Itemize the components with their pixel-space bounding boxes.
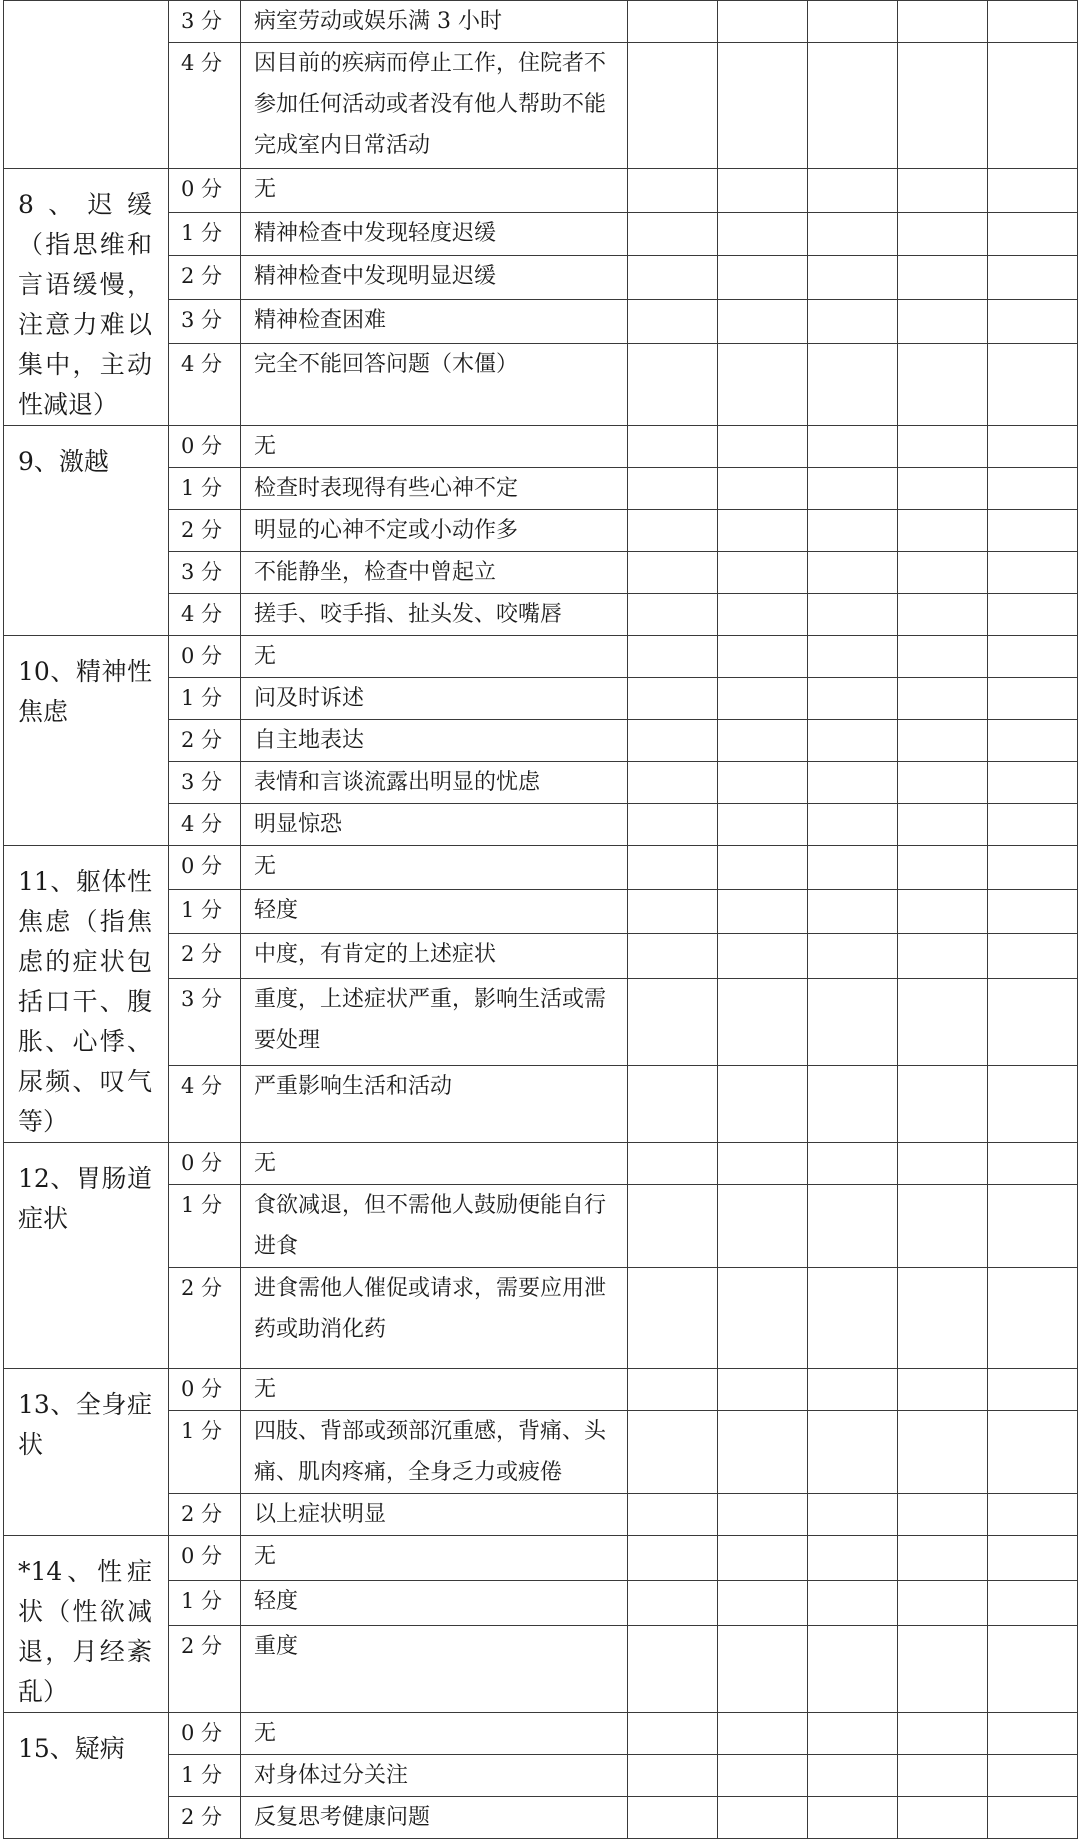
rating-cell[interactable] <box>628 43 718 169</box>
rating-cell[interactable] <box>898 300 988 344</box>
rating-cell[interactable] <box>808 636 898 678</box>
rating-cell[interactable] <box>808 1185 898 1268</box>
rating-cell[interactable] <box>628 1185 718 1268</box>
rating-cell[interactable] <box>988 890 1078 934</box>
description-cell: 重度 <box>241 1625 628 1712</box>
description-cell: 进食需他人催促或请求，需要应用泄药或助消化药 <box>241 1268 628 1369</box>
item-title-cell: 10、精神性焦虑 <box>4 636 169 846</box>
table-row <box>4 1713 1078 1755</box>
description-cell: 因目前的疾病而停止工作，住院者不参加任何活动或者没有他人帮助不能完成室内日常活动 <box>241 43 628 169</box>
score-cell: 4 分 <box>169 594 241 636</box>
score-cell: 4 分 <box>169 1066 241 1143</box>
description-cell: 无 <box>241 636 628 678</box>
rating-cell[interactable] <box>808 978 898 1065</box>
rating-cell[interactable] <box>988 636 1078 678</box>
rating-cell[interactable] <box>628 594 718 636</box>
score-cell: 1 分 <box>169 1580 241 1625</box>
rating-cell[interactable] <box>718 343 808 425</box>
item-title-cell: 8、迟缓（指思维和言语缓慢，注意力难以集中，主动性减退） <box>4 169 169 426</box>
rating-cell[interactable] <box>628 212 718 256</box>
rating-cell[interactable] <box>988 256 1078 300</box>
rating-cell[interactable] <box>988 678 1078 720</box>
rating-cell[interactable] <box>718 1268 808 1369</box>
rating-cell[interactable] <box>898 678 988 720</box>
description-cell: 无 <box>241 426 628 468</box>
rating-cell[interactable] <box>898 1185 988 1268</box>
rating-cell[interactable] <box>718 678 808 720</box>
score-cell: 1 分 <box>169 678 241 720</box>
rating-cell[interactable] <box>988 1536 1078 1581</box>
rating-cell[interactable] <box>898 978 988 1065</box>
rating-cell[interactable] <box>988 1797 1078 1839</box>
rating-cell[interactable] <box>628 678 718 720</box>
rating-cell[interactable] <box>718 978 808 1065</box>
description-cell: 问及时诉述 <box>241 678 628 720</box>
rating-cell[interactable] <box>628 636 718 678</box>
rating-cell[interactable] <box>808 1494 898 1536</box>
rating-cell[interactable] <box>628 890 718 934</box>
rating-cell[interactable] <box>628 426 718 468</box>
table-row <box>4 1143 1078 1185</box>
rating-cell[interactable] <box>808 1268 898 1369</box>
rating-cell[interactable] <box>628 846 718 890</box>
rating-cell[interactable] <box>808 1411 898 1494</box>
rating-cell[interactable] <box>808 762 898 804</box>
rating-cell[interactable] <box>718 804 808 846</box>
rating-cell[interactable] <box>628 169 718 213</box>
score-cell: 0 分 <box>169 846 241 890</box>
score-cell: 1 分 <box>169 1411 241 1494</box>
description-cell: 无 <box>241 846 628 890</box>
score-cell: 0 分 <box>169 426 241 468</box>
description-cell: 明显的心神不定或小动作多 <box>241 510 628 552</box>
rating-cell[interactable] <box>898 846 988 890</box>
description-cell: 完全不能回答问题（木僵） <box>241 343 628 425</box>
rating-cell[interactable] <box>988 1066 1078 1143</box>
rating-cell[interactable] <box>808 1580 898 1625</box>
score-cell: 1 分 <box>169 890 241 934</box>
score-cell: 2 分 <box>169 1268 241 1369</box>
description-cell: 反复思考健康问题 <box>241 1797 628 1839</box>
rating-cell[interactable] <box>808 1797 898 1839</box>
rating-cell[interactable] <box>718 890 808 934</box>
rating-cell[interactable] <box>898 762 988 804</box>
table-row <box>4 1369 1078 1411</box>
description-cell: 无 <box>241 1713 628 1755</box>
score-cell: 3 分 <box>169 762 241 804</box>
rating-cell[interactable] <box>628 1369 718 1411</box>
rating-cell[interactable] <box>988 1625 1078 1712</box>
rating-cell[interactable] <box>898 934 988 978</box>
rating-cell[interactable] <box>898 256 988 300</box>
score-cell: 3 分 <box>169 552 241 594</box>
rating-cell[interactable] <box>988 343 1078 425</box>
description-cell: 精神检查困难 <box>241 300 628 344</box>
rating-cell[interactable] <box>808 169 898 213</box>
rating-cell[interactable] <box>628 1143 718 1185</box>
table-row <box>4 169 1078 213</box>
item-title-cell: 15、疑病 <box>4 1713 169 1839</box>
score-cell: 0 分 <box>169 1536 241 1581</box>
score-cell: 2 分 <box>169 1625 241 1712</box>
rating-cell[interactable] <box>628 720 718 762</box>
description-cell: 无 <box>241 1369 628 1411</box>
rating-cell[interactable] <box>718 1494 808 1536</box>
rating-cell[interactable] <box>718 1755 808 1797</box>
rating-cell[interactable] <box>718 552 808 594</box>
rating-cell[interactable] <box>898 426 988 468</box>
rating-cell[interactable] <box>628 1411 718 1494</box>
score-cell: 1 分 <box>169 212 241 256</box>
score-cell: 2 分 <box>169 720 241 762</box>
rating-cell[interactable] <box>988 978 1078 1065</box>
score-cell: 0 分 <box>169 1143 241 1185</box>
rating-cell[interactable] <box>988 1580 1078 1625</box>
rating-cell[interactable] <box>628 1536 718 1581</box>
rating-cell[interactable] <box>718 1411 808 1494</box>
score-cell: 4 分 <box>169 804 241 846</box>
rating-cell[interactable] <box>988 1369 1078 1411</box>
rating-cell[interactable] <box>718 846 808 890</box>
rating-cell[interactable] <box>718 1797 808 1839</box>
rating-cell[interactable] <box>898 1797 988 1839</box>
rating-cell[interactable] <box>988 846 1078 890</box>
rating-cell[interactable] <box>628 343 718 425</box>
rating-cell[interactable] <box>988 552 1078 594</box>
rating-cell[interactable] <box>808 1536 898 1581</box>
description-cell: 明显惊恐 <box>241 804 628 846</box>
rating-cell[interactable] <box>808 300 898 344</box>
score-cell: 4 分 <box>169 343 241 425</box>
rating-cell[interactable] <box>988 1411 1078 1494</box>
description-cell: 无 <box>241 169 628 213</box>
description-cell: 不能静坐，检查中曾起立 <box>241 552 628 594</box>
score-cell: 3 分 <box>169 300 241 344</box>
rating-cell[interactable] <box>628 468 718 510</box>
rating-cell[interactable] <box>628 1494 718 1536</box>
description-cell: 严重影响生活和活动 <box>241 1066 628 1143</box>
rating-cell[interactable] <box>628 978 718 1065</box>
rating-cell[interactable] <box>628 300 718 344</box>
rating-cell[interactable] <box>898 552 988 594</box>
rating-cell[interactable] <box>718 934 808 978</box>
rating-cell[interactable] <box>718 1 808 43</box>
rating-cell[interactable] <box>898 1755 988 1797</box>
description-cell: 食欲减退，但不需他人鼓励便能自行进食 <box>241 1185 628 1268</box>
rating-cell[interactable] <box>808 1369 898 1411</box>
rating-cell[interactable] <box>808 678 898 720</box>
description-cell: 检查时表现得有些心神不定 <box>241 468 628 510</box>
score-cell: 0 分 <box>169 636 241 678</box>
rating-cell[interactable] <box>628 1066 718 1143</box>
rating-cell[interactable] <box>628 1 718 43</box>
rating-cell[interactable] <box>808 1 898 43</box>
rating-cell[interactable] <box>898 1713 988 1755</box>
description-cell: 搓手、咬手指、扯头发、咬嘴唇 <box>241 594 628 636</box>
rating-cell[interactable] <box>718 510 808 552</box>
rating-cell[interactable] <box>988 1713 1078 1755</box>
rating-cell[interactable] <box>988 169 1078 213</box>
rating-cell[interactable] <box>628 1755 718 1797</box>
rating-cell[interactable] <box>628 510 718 552</box>
description-cell: 轻度 <box>241 890 628 934</box>
description-cell: 中度，有肯定的上述症状 <box>241 934 628 978</box>
rating-cell[interactable] <box>988 1143 1078 1185</box>
rating-cell[interactable] <box>718 762 808 804</box>
score-cell: 1 分 <box>169 1755 241 1797</box>
rating-cell[interactable] <box>718 636 808 678</box>
rating-cell[interactable] <box>988 762 1078 804</box>
rating-cell[interactable] <box>898 1536 988 1581</box>
score-cell: 2 分 <box>169 256 241 300</box>
item-title-cell: *14、性症状（性欲减退，月经紊乱） <box>4 1536 169 1713</box>
table-row <box>4 1 1078 43</box>
rating-cell[interactable] <box>898 1143 988 1185</box>
rating-cell[interactable] <box>898 1369 988 1411</box>
rating-cell[interactable] <box>718 594 808 636</box>
score-cell: 4 分 <box>169 43 241 169</box>
rating-cell[interactable] <box>628 1580 718 1625</box>
rating-cell[interactable] <box>898 720 988 762</box>
rating-cell[interactable] <box>718 212 808 256</box>
table-row <box>4 426 1078 468</box>
rating-cell[interactable] <box>988 1185 1078 1268</box>
item-title-cell: 12、胃肠道症状 <box>4 1143 169 1369</box>
rating-cell[interactable] <box>808 1625 898 1712</box>
rating-cell[interactable] <box>718 1185 808 1268</box>
rating-cell[interactable] <box>808 510 898 552</box>
score-cell: 2 分 <box>169 510 241 552</box>
rating-cell[interactable] <box>988 1268 1078 1369</box>
rating-cell[interactable] <box>628 762 718 804</box>
rating-cell[interactable] <box>898 804 988 846</box>
rating-cell[interactable] <box>808 552 898 594</box>
rating-cell[interactable] <box>988 300 1078 344</box>
rating-cell[interactable] <box>988 1494 1078 1536</box>
rating-cell[interactable] <box>628 1797 718 1839</box>
description-cell: 精神检查中发现明显迟缓 <box>241 256 628 300</box>
rating-cell[interactable] <box>898 1268 988 1369</box>
rating-cell[interactable] <box>898 43 988 169</box>
description-cell: 无 <box>241 1536 628 1581</box>
description-cell: 表情和言谈流露出明显的忧虑 <box>241 762 628 804</box>
score-cell: 0 分 <box>169 169 241 213</box>
rating-cell[interactable] <box>988 804 1078 846</box>
rating-cell[interactable] <box>808 846 898 890</box>
rating-cell[interactable] <box>808 1143 898 1185</box>
description-cell: 对身体过分关注 <box>241 1755 628 1797</box>
rating-cell[interactable] <box>898 636 988 678</box>
item-title-cell <box>4 1 169 169</box>
table-body <box>4 1 1078 1839</box>
score-cell: 1 分 <box>169 1185 241 1268</box>
rating-cell[interactable] <box>898 343 988 425</box>
rating-cell[interactable] <box>988 212 1078 256</box>
rating-cell[interactable] <box>808 1066 898 1143</box>
rating-cell[interactable] <box>988 594 1078 636</box>
rating-cell[interactable] <box>898 1411 988 1494</box>
rating-cell[interactable] <box>718 300 808 344</box>
rating-cell[interactable] <box>898 1 988 43</box>
description-cell: 四肢、背部或颈部沉重感，背痛、头痛、肌肉疼痛，全身乏力或疲倦 <box>241 1411 628 1494</box>
rating-cell[interactable] <box>988 1755 1078 1797</box>
rating-cell[interactable] <box>898 468 988 510</box>
item-title-cell: 11、躯体性焦虑（指焦虑的症状包括口干、腹胀、心悸、尿频、叹气等） <box>4 846 169 1143</box>
rating-cell[interactable] <box>808 256 898 300</box>
rating-cell[interactable] <box>808 468 898 510</box>
rating-cell[interactable] <box>628 934 718 978</box>
rating-cell[interactable] <box>808 1713 898 1755</box>
score-cell: 0 分 <box>169 1369 241 1411</box>
description-cell: 重度，上述症状严重，影响生活或需要处理 <box>241 978 628 1065</box>
hamilton-scale-table <box>3 0 1078 1839</box>
rating-cell[interactable] <box>808 1755 898 1797</box>
rating-cell[interactable] <box>808 343 898 425</box>
score-cell: 2 分 <box>169 1797 241 1839</box>
score-cell: 1 分 <box>169 468 241 510</box>
rating-cell[interactable] <box>628 804 718 846</box>
rating-cell[interactable] <box>628 256 718 300</box>
rating-cell[interactable] <box>988 43 1078 169</box>
rating-cell[interactable] <box>808 720 898 762</box>
item-title-cell: 9、激越 <box>4 426 169 636</box>
rating-cell[interactable] <box>718 1143 808 1185</box>
table-row <box>4 1536 1078 1581</box>
rating-cell[interactable] <box>898 1494 988 1536</box>
score-cell: 3 分 <box>169 1 241 43</box>
description-cell: 自主地表达 <box>241 720 628 762</box>
rating-cell[interactable] <box>718 256 808 300</box>
rating-cell[interactable] <box>898 890 988 934</box>
rating-cell[interactable] <box>898 212 988 256</box>
rating-cell[interactable] <box>898 594 988 636</box>
rating-cell[interactable] <box>718 1713 808 1755</box>
description-cell: 无 <box>241 1143 628 1185</box>
rating-cell[interactable] <box>808 594 898 636</box>
rating-cell[interactable] <box>628 1268 718 1369</box>
rating-cell[interactable] <box>718 1536 808 1581</box>
rating-cell[interactable] <box>718 1369 808 1411</box>
description-cell: 轻度 <box>241 1580 628 1625</box>
rating-cell[interactable] <box>718 169 808 213</box>
description-cell: 以上症状明显 <box>241 1494 628 1536</box>
description-cell: 病室劳动或娱乐满 3 小时 <box>241 1 628 43</box>
rating-cell[interactable] <box>808 43 898 169</box>
rating-cell[interactable] <box>718 720 808 762</box>
rating-cell[interactable] <box>988 720 1078 762</box>
score-cell: 2 分 <box>169 1494 241 1536</box>
rating-cell[interactable] <box>808 212 898 256</box>
rating-cell[interactable] <box>988 468 1078 510</box>
rating-cell[interactable] <box>988 426 1078 468</box>
rating-cell[interactable] <box>988 1 1078 43</box>
rating-cell[interactable] <box>898 1625 988 1712</box>
rating-cell[interactable] <box>808 426 898 468</box>
rating-cell[interactable] <box>898 510 988 552</box>
item-title-cell: 13、全身症状 <box>4 1369 169 1536</box>
score-cell: 3 分 <box>169 978 241 1065</box>
rating-cell[interactable] <box>988 510 1078 552</box>
rating-cell[interactable] <box>898 169 988 213</box>
rating-cell[interactable] <box>988 934 1078 978</box>
rating-cell[interactable] <box>718 1625 808 1712</box>
table-row <box>4 846 1078 890</box>
rating-cell[interactable] <box>898 1580 988 1625</box>
score-cell: 2 分 <box>169 934 241 978</box>
score-cell: 0 分 <box>169 1713 241 1755</box>
rating-cell[interactable] <box>628 1625 718 1712</box>
rating-cell[interactable] <box>808 804 898 846</box>
rating-cell[interactable] <box>898 1066 988 1143</box>
rating-cell[interactable] <box>718 43 808 169</box>
description-cell: 精神检查中发现轻度迟缓 <box>241 212 628 256</box>
rating-cell[interactable] <box>718 468 808 510</box>
rating-cell[interactable] <box>718 1580 808 1625</box>
rating-cell[interactable] <box>718 426 808 468</box>
rating-cell[interactable] <box>808 890 898 934</box>
rating-cell[interactable] <box>628 552 718 594</box>
rating-cell[interactable] <box>628 1713 718 1755</box>
rating-cell[interactable] <box>808 934 898 978</box>
table-row <box>4 636 1078 678</box>
rating-cell[interactable] <box>718 1066 808 1143</box>
